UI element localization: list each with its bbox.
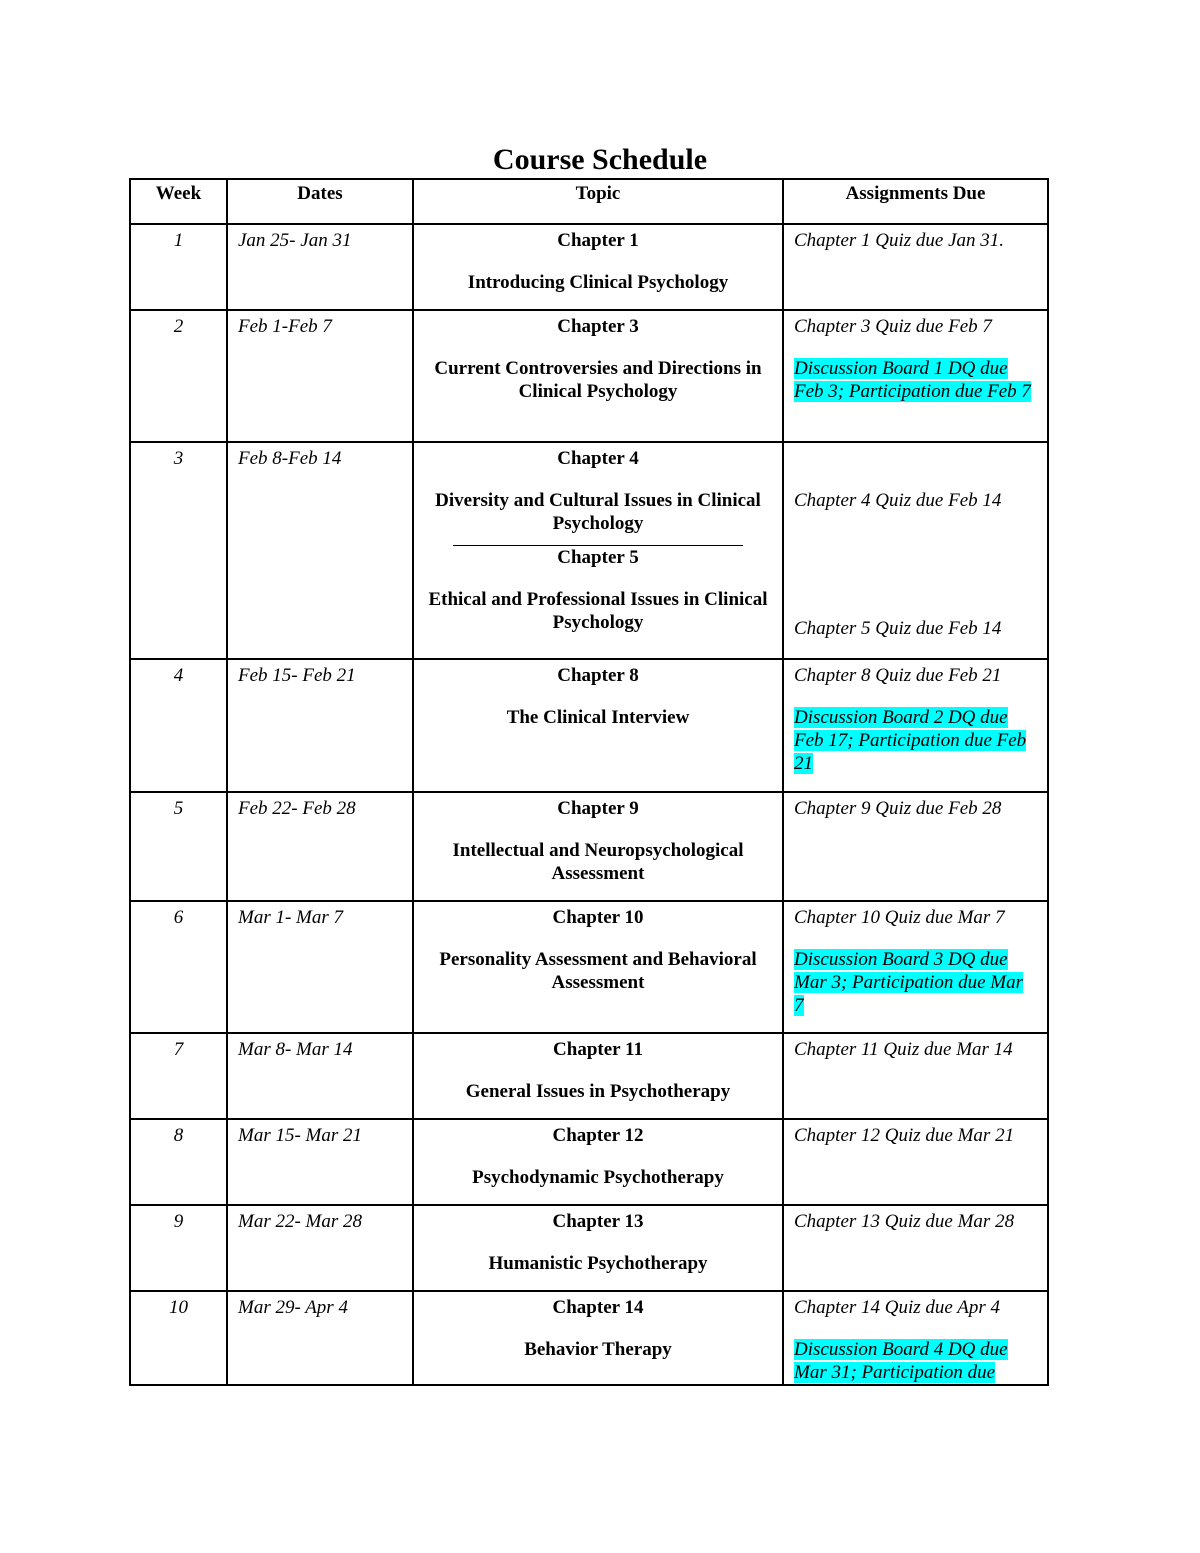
topic-cell [413,659,783,792]
discussion-due: Discussion Board 1 DQ due Feb 3; Participation due Feb 7 [794,358,1031,402]
week-cell: 3 [130,442,227,659]
table-row [130,224,1048,310]
quiz-due: Chapter 10 Quiz due Mar 7 [794,907,1005,928]
assignments-cell [783,442,1048,659]
topic-title: Personality Assessment and Behavioral Assessment [439,949,757,993]
table-row [130,1205,1048,1291]
assignments-cell [783,1119,1048,1205]
topic-title: Psychodynamic Psychotherapy [472,1167,724,1188]
week-cell: 1 [130,224,227,310]
quiz-due: Chapter 5 Quiz due Feb 14 [794,618,1002,639]
topic-title: Diversity and Cultural Issues in Clinical Psychology [435,490,761,534]
quiz-due: Chapter 9 Quiz due Feb 28 [794,798,1002,819]
topic-cell [413,1033,783,1119]
topic-title: Behavior Therapy [524,1339,672,1360]
chapter-label: Chapter 8 [557,665,639,686]
header-dates: Dates [227,179,413,224]
dates-cell: Mar 8- Mar 14 [227,1033,413,1119]
chapter-label: Chapter 11 [553,1039,643,1060]
topic-cell [413,1119,783,1205]
page-title: Course Schedule [492,143,708,176]
assignments-cell [783,1033,1048,1119]
topic-title: The Clinical Interview [506,707,690,728]
week-cell: 8 [130,1119,227,1205]
header-week: Week [130,179,227,224]
topic-cell [413,310,783,442]
topic-title: Ethical and Professional Issues in Clinical Psychology [428,589,768,633]
table-row [130,901,1048,1033]
topic-title: Humanistic Psychotherapy [488,1253,708,1274]
topic-title: Current Controversies and Directions in Clinical Psychology [434,358,762,402]
topic-title: Intellectual and Neuropsychological Assessment [452,840,744,884]
assignments-cell [783,310,1048,442]
assignments-cell [783,224,1048,310]
assignments-cell [783,659,1048,792]
dates-cell: Feb 15- Feb 21 [227,659,413,792]
quiz-due: Chapter 8 Quiz due Feb 21 [794,665,1002,686]
table-row [130,1033,1048,1119]
table-row [130,792,1048,901]
topic-title: Introducing Clinical Psychology [467,272,729,293]
topic-cell [413,792,783,901]
quiz-due: Chapter 13 Quiz due Mar 28 [794,1211,1015,1232]
assignments-cell [783,792,1048,901]
topic-cell [413,1291,783,1385]
quiz-due: Chapter 3 Quiz due Feb 7 [794,316,992,337]
week-cell: 4 [130,659,227,792]
week-cell: 2 [130,310,227,442]
dates-cell: Feb 8-Feb 14 [227,442,413,659]
topic-title: General Issues in Psychotherapy [465,1081,731,1102]
quiz-due: Chapter 12 Quiz due Mar 21 [794,1125,1015,1146]
chapter-label: Chapter 9 [557,798,639,819]
chapter-label: Chapter 3 [557,316,639,337]
chapter-label: Chapter 4 [557,448,639,469]
dates-cell: Feb 1-Feb 7 [227,310,413,442]
week-cell: 9 [130,1205,227,1291]
chapter-label: Chapter 1 [557,230,639,251]
assignments-cell [783,1291,1048,1385]
discussion-due: Discussion Board 2 DQ due Feb 17; Participation due Feb 21 [794,707,1027,774]
table-row [130,1291,1048,1385]
dates-cell: Mar 29- Apr 4 [227,1291,413,1385]
header-row [130,179,1048,224]
dates-cell: Mar 1- Mar 7 [227,901,413,1033]
quiz-due: Chapter 14 Quiz due Apr 4 [794,1297,1001,1318]
assignments-cell [783,1205,1048,1291]
chapter-label: Chapter 10 [552,907,644,928]
quiz-due: Chapter 1 Quiz due Jan 31. [794,230,1005,251]
discussion-due: Discussion Board 4 DQ due Mar 31; Participation due [794,1339,1008,1383]
topic-cell [413,442,783,659]
quiz-due: Chapter 11 Quiz due Mar 14 [794,1039,1013,1060]
discussion-due: Discussion Board 3 DQ due Mar 3; Participation due Mar 7 [794,949,1024,1016]
week-cell: 6 [130,901,227,1033]
topic-cell [413,901,783,1033]
chapter-label: Chapter 14 [552,1297,644,1318]
table-row [130,1119,1048,1205]
week-cell: 5 [130,792,227,901]
table-row [130,659,1048,792]
dates-cell: Mar 22- Mar 28 [227,1205,413,1291]
header-assignments: Assignments Due [783,179,1048,224]
chapter-label: Chapter 12 [552,1125,644,1146]
schedule-table [129,178,1049,1386]
dates-cell: Jan 25- Jan 31 [227,224,413,310]
topic-cell [413,1205,783,1291]
dates-cell: Feb 22- Feb 28 [227,792,413,901]
week-cell: 7 [130,1033,227,1119]
dates-cell: Mar 15- Mar 21 [227,1119,413,1205]
table-row [130,310,1048,442]
topic-cell [413,224,783,310]
quiz-due: Chapter 4 Quiz due Feb 14 [794,490,1002,511]
chapter-label: Chapter 13 [552,1211,644,1232]
table-row [130,442,1048,659]
week-cell: 10 [130,1291,227,1385]
chapter-label: Chapter 5 [557,547,639,568]
header-topic: Topic [413,179,783,224]
assignments-cell [783,901,1048,1033]
